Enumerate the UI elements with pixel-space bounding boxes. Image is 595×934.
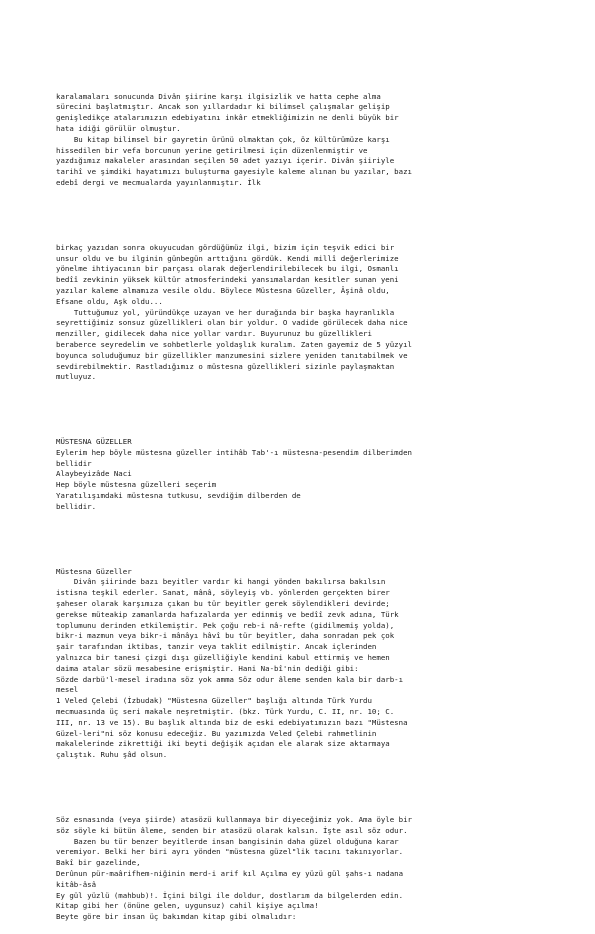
paragraph-intro <box>56 92 542 189</box>
paragraph-gap <box>56 210 542 221</box>
text-line: veremiyor. Belki her biri ayrı yönden "müstesna güzel"lik tacını takınıyorlar. <box>56 847 404 857</box>
text-line: menziller, gidilecek daha nice yollar vardır. Buyurunuz bu güzellikleri <box>56 329 372 339</box>
text-line: şair tarafından iktibas, tanzir veya taklit edilmiştir. Ancak içlerinden <box>56 642 377 652</box>
text-line: kitâb-âsâ <box>56 879 97 889</box>
document-page <box>56 70 542 934</box>
poem-section <box>56 437 542 513</box>
text-line: makalelerinde zikrettiği iki beyti değişik açıdan ele alarak size aktarmaya <box>56 739 390 749</box>
text-line: Söz esnasında (veya şiirde) atasözü kullanmaya bir diyeceğimiz yok. Ama öyle bir <box>56 814 412 824</box>
text-line: Müstesna Güzeller <box>56 566 132 576</box>
text-line: genişledikçe atalarımızın edebiyatını inkâr etmekliğimizin ne denli büyük bir <box>56 113 399 123</box>
text-line: hissedilen bir vefa borcunun yerine getirilmesi için düzenlenmiştir ve <box>56 145 368 155</box>
text-line: Kitap gibi her (önüne gelen, uygunsuz) cahil kişiye açılma! <box>56 901 319 911</box>
text-line: bedîî zevkinin yüksek kültür atmosferindeki yansımalardan kesitler sunan yeni <box>56 275 399 285</box>
text-line: yazılar kaleme almamıza vesile oldu. Böylece Müstesna Güzeller, Âşinâ oldu, <box>56 285 390 295</box>
paragraph-gap <box>56 405 542 416</box>
text-line: bellidir <box>56 458 92 468</box>
text-line: Beyte göre bir insan üç bakımdan kitap gibi olmalıdır: <box>56 912 297 922</box>
text-line: mecmuasında üç seri makale neşretmiştir. (bkz. Türk Yurdu, C. II, nr. 10; C. <box>56 707 395 717</box>
text-line: söz söyle ki bütün âleme, senden bir atasözü olarak kalsın. İşte asıl söz odur. <box>56 825 408 835</box>
paragraph-gap <box>56 534 542 545</box>
text-line: sevdirebilmektir. Rastladığımız o müstesna güzellikleri sizinle paylaşmaktan <box>56 361 395 371</box>
paragraph-gap <box>56 783 542 794</box>
text-line: mutluyuz. <box>56 372 97 382</box>
text-line: Divân şiirinde bazı beyitler vardır ki hangi yönden bakılırsa bakılsın <box>56 577 386 587</box>
text-line: birkaç yazıdan sonra okuyucudan gördüğümüz ilgi, bizim için teşvik edici bir <box>56 242 395 252</box>
text-line: bellidir. <box>56 501 97 511</box>
text-line: unsur oldu ve bu ilginin günbegün arttığını gördük. Kendi millî değerlerimize <box>56 253 399 263</box>
text-line: istisna teşkil ederler. Sanat, mânâ, söyleyiş vb. yönlerden gerçekten birer <box>56 588 390 598</box>
text-line: Eylerim hep böyle müstesna güzeller intihâb Tab'-ı müstesna-pesendim dilberimden <box>56 447 412 457</box>
text-line: beraberce seyredelim ve sohbetlerle yoldaşlık kuralım. Zaten gayemiz de 5 yüzyıl <box>56 339 412 349</box>
text-line: çalıştık. Ruhu şâd olsun. <box>56 750 168 760</box>
text-line: hata idiği görülür olmuştur. <box>56 123 181 133</box>
text-line: bikr-i mazmun veya bikr-i mânâyı hâvî bu tür beyitler, daha sonradan pek çok <box>56 631 395 641</box>
text-line: seyrettiğimiz sonsuz güzellikleri olan bir yoldur. O vadide görülecek daha nice <box>56 318 408 328</box>
text-line: edebî dergi ve mecmualarda yayınlanmıştır. İlk <box>56 177 261 187</box>
text-line: yönelme ihtiyacının bir parçası olarak değerlendirilebilecek bu ilgi, Osmanlı <box>56 264 399 274</box>
text-line: karalamaları sonucunda Divân şiirine karşı ilgisizlik ve hatta cephe alma <box>56 91 381 101</box>
text-line: daima atalar sözü mesabesine erişmiştir. Hani Na-bî'nin dediği gibi: <box>56 663 359 673</box>
text-line: mesel <box>56 685 79 695</box>
text-line: gerekse müteakip zamanlarda hafızalarda yer edinmiş ve bedîî zevk adına, Türk <box>56 609 399 619</box>
text-line: yazdığımız makaleler arasından seçilen 50 adet yazıyı içerir. Divân şiiriyle <box>56 156 395 166</box>
text-line: Bakî bir gazelinde, <box>56 858 141 868</box>
text-line: III, nr. 13 ve 15). Bu başlık altında biz de eski edebiyatımızın bazı "Müstesna <box>56 717 408 727</box>
text-line: Yaratılışımdaki müstesna tutkusu, sevdiğim dilberden de <box>56 491 301 501</box>
closing-section <box>56 815 542 923</box>
text-line: tarihî ve şimdiki hayatımızı buluşturma gayesiyle kaleme alınan bu yazılar, bazı <box>56 167 412 177</box>
text-line: Bu kitap bilimsel bir gayretin ürünü olmaktan çok, öz kültürümüze karşı <box>56 134 390 144</box>
text-line: MÜSTESNA GÜZELLER <box>56 437 132 447</box>
text-line: 1 Veled Çelebi (İzbudak) "Müstesna Güzeller" başlığı altında Türk Yurdu <box>56 696 372 706</box>
text-line: toplumunu derinden etkilemiştir. Pek çoğu reb-i nâ-refte (gidilmemiş yolda), <box>56 620 395 630</box>
text-line: şaheser olarak karşımıza çıkan bu tür beyitler gerek söylendikleri devirde; <box>56 599 390 609</box>
text-line: Derûnun pür-maârifhem-niğinin merd-i arif kıl Açılma ey yüzü gül şahs-ı nadana <box>56 868 404 878</box>
text-line: sürecini başlatmıştır. Ancak son yıllardadır ki bilimsel çalışmalar gelişip <box>56 102 390 112</box>
text-line: Güzel-leri"ni söz konusu edeceğiz. Bu yazımızda Veled Çelebi rahmetlinin <box>56 728 377 738</box>
text-line: Sözde darbü'l-mesel iradına söz yok amma Söz odur âleme senden kala bir darb-ı <box>56 674 404 684</box>
text-line: Alaybeyizâde Naci <box>56 469 132 479</box>
text-line: Efsane oldu, Aşk oldu... <box>56 296 163 306</box>
text-line: Ey gül yüzlü (mahbub)!. İçini bilgi ile doldur, dostlarım da bilgelerden edin. <box>56 890 404 900</box>
text-line: Tuttuğumuz yol, yüründükçe uzayan ve her durağında bir başka hayranlıkla <box>56 307 395 317</box>
essay-section <box>56 567 542 761</box>
paragraph-continuation <box>56 243 542 383</box>
text-line: Hep böyle müstesna güzelleri seçerim <box>56 480 217 490</box>
text-line: Bazen bu tür benzer beyitlerde insan bangisinin daha güzel olduğuna karar <box>56 836 399 846</box>
text-line: yalnızca bir tanesi çizgi dışı güzelliğiyle kendini kabul ettirmiş ve hemen <box>56 653 390 663</box>
text-line: boyunca soluduğumuz bir güzellikler manzumesini sizlere yeniden tanıtabilmek ve <box>56 350 408 360</box>
